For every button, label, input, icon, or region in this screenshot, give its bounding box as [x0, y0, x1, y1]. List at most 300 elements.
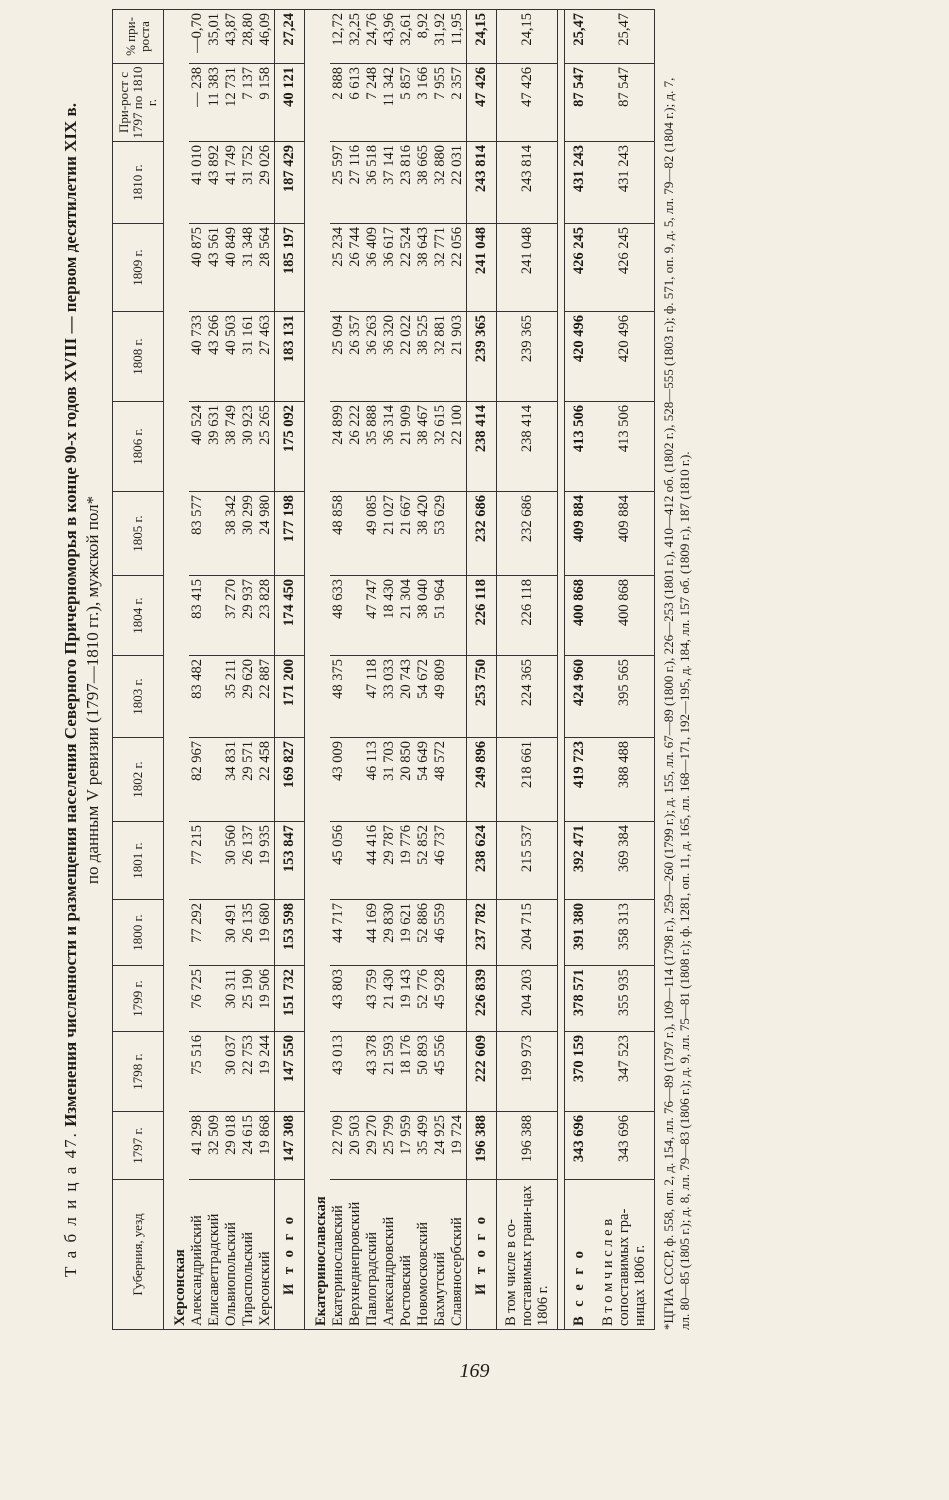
uezd-row: [432, 10, 449, 1330]
table-cell: 24 899: [330, 402, 347, 492]
table-cell: 38 040: [415, 576, 432, 656]
table-cell: 19 776: [398, 822, 415, 900]
table-cell: 204 203: [497, 966, 558, 1032]
table-cell: 26 222: [347, 402, 364, 492]
table-cell: 22 709: [330, 1112, 347, 1180]
table-cell: 25,47: [565, 10, 595, 64]
table-cell: [449, 656, 467, 738]
table-cell: 32 615: [432, 402, 449, 492]
table-cell: 253 750: [467, 656, 497, 738]
table-cell: 22 887: [257, 656, 275, 738]
table-cell: 83 415: [189, 576, 206, 656]
table-cell: 46 559: [432, 900, 449, 966]
table-cell: [347, 822, 364, 900]
table-cell: 29 571: [240, 738, 257, 822]
included-row: [497, 10, 558, 1330]
table-cell: 25 597: [330, 142, 347, 224]
table-cell: [206, 1032, 223, 1112]
table-cell: 32,61: [398, 10, 415, 64]
row-label: Тираспольский: [240, 1180, 257, 1330]
table-cell: 25 234: [330, 224, 347, 312]
table-cell: [347, 656, 364, 738]
column-header: 1801 г.: [113, 822, 164, 900]
table-cell: 39 631: [206, 402, 223, 492]
row-label: Новомосковский: [415, 1180, 432, 1330]
table-cell: 29 270: [364, 1112, 381, 1180]
table-cell: 19 680: [257, 900, 275, 966]
table-cell: [206, 966, 223, 1032]
row-label: Екатеринославский: [330, 1180, 347, 1330]
table-cell: 19 506: [257, 966, 275, 1032]
table-cell: [449, 1032, 467, 1112]
table-cell: 7 248: [364, 64, 381, 142]
table-cell: 7 955: [432, 64, 449, 142]
table-cell: 35 499: [415, 1112, 432, 1180]
table-cell: 2 357: [449, 64, 467, 142]
table-cell: 35 888: [364, 402, 381, 492]
column-header: 1803 г.: [113, 656, 164, 738]
table-cell: 420 496: [594, 312, 655, 402]
table-cell: 185 197: [275, 224, 305, 312]
table-cell: 43 009: [330, 738, 347, 822]
table-cell: 44 169: [364, 900, 381, 966]
table-cell: 218 661: [497, 738, 558, 822]
table-cell: 47 426: [497, 64, 558, 142]
table-cell: 226 839: [467, 966, 497, 1032]
population-table: [112, 9, 655, 1330]
table-cell: —0,70: [189, 10, 206, 64]
table-cell: 370 159: [565, 1032, 595, 1112]
table-cell: 378 571: [565, 966, 595, 1032]
column-header: 1810 г.: [113, 142, 164, 224]
table-cell: 31 752: [240, 142, 257, 224]
governorate-row: [305, 10, 331, 1330]
table-cell: 22 031: [449, 142, 467, 224]
table-cell: 25,47: [594, 10, 655, 64]
table-cell: 174 450: [275, 576, 305, 656]
table-cell: 22 753: [240, 1032, 257, 1112]
table-cell: 36 409: [364, 224, 381, 312]
column-header: 1799 г.: [113, 966, 164, 1032]
table-cell: 29 787: [381, 822, 398, 900]
table-cell: 43 266: [206, 312, 223, 402]
table-cell: 31 348: [240, 224, 257, 312]
table-cell: 31 161: [240, 312, 257, 402]
table-cell: 24,15: [497, 10, 558, 64]
table-cell: 47 747: [364, 576, 381, 656]
table-cell: 30 311: [223, 966, 240, 1032]
table-cell: 153 847: [275, 822, 305, 900]
table-cell: [449, 966, 467, 1032]
table-cell: 40 121: [275, 64, 305, 142]
table-cell: 22 100: [449, 402, 467, 492]
table-cell: 30 037: [223, 1032, 240, 1112]
table-cell: [347, 1032, 364, 1112]
row-label: Бахмутский: [432, 1180, 449, 1330]
footnote: *ЦГИА СССР, ф. 558, оп. 2, д. 154, лл. 76—89 (1797 г.), 109—114 (1798 г.), 259—260 (1799 г.); д. 155, лл. 67—89 (1800 г.), 226—253 (1801 г.), 410—412 об. (1802 г.), 528—555 (1803 г.); ф. 571, оп. 9, д. 5, лл. 79—82 (1804 г.); д. 7, лл. 80—85 (1805 г.); д. 8, лл. 79—83 (1806 г.); д. 9, лл. 75—81 (1808 г.); ф. 1281, оп. 11, д. 165, лл. 168—171, 192—195, д. 184, лл. 157 об. (1809 г.), 187 (1810 г.).: [661, 77, 692, 1330]
table-subtitle: по данным V ревизии (1797—1810 гг.), мужской пол*: [83, 495, 102, 885]
table-cell: 19 621: [398, 900, 415, 966]
row-label: В т о м ч и с л е в сопоставимых гра-ницах 1806 г.: [594, 1180, 655, 1330]
table-cell: 36 518: [364, 142, 381, 224]
table-cell: 11 383: [206, 64, 223, 142]
column-header: При-рост с 1797 по 1810 г.: [113, 64, 164, 142]
uezd-row: [257, 10, 275, 1330]
table-cell: 392 471: [565, 822, 595, 900]
table-cell: 31,92: [432, 10, 449, 64]
table-cell: 153 598: [275, 900, 305, 966]
row-label: Верхнеднепровский: [347, 1180, 364, 1330]
table-cell: 48 375: [330, 656, 347, 738]
rotated-page-content: [60, 13, 890, 1330]
uezd-row: [240, 10, 257, 1330]
table-cell: 45 928: [432, 966, 449, 1032]
table-cell: 426 245: [594, 224, 655, 312]
table-cell: [347, 576, 364, 656]
table-cell: 12,72: [330, 10, 347, 64]
table-cell: 199 973: [497, 1032, 558, 1112]
table-cell: 20 850: [398, 738, 415, 822]
table-cell: 238 624: [467, 822, 497, 900]
column-header: % при-роста: [113, 10, 164, 64]
uezd-row: [415, 10, 432, 1330]
table-cell: 24,15: [467, 10, 497, 64]
table-cell: 347 523: [594, 1032, 655, 1112]
table-cell: 238 414: [467, 402, 497, 492]
uezd-row: [364, 10, 381, 1330]
table-cell: 238 414: [497, 402, 558, 492]
table-cell: [206, 576, 223, 656]
table-cell: 40 875: [189, 224, 206, 312]
table-cell: 22 022: [398, 312, 415, 402]
table-cell: [449, 576, 467, 656]
table-cell: 391 380: [565, 900, 595, 966]
table-title-text: Изменения численности и размещения населения Северного Причерноморья в конце 90-х годов XVIII — первом десятилетии XIX в.: [61, 103, 80, 1127]
column-header: 1808 г.: [113, 312, 164, 402]
table-cell: 19 935: [257, 822, 275, 900]
table-cell: 26 744: [347, 224, 364, 312]
table-cell: 36 263: [364, 312, 381, 402]
table-cell: 224 365: [497, 656, 558, 738]
table-cell: 8,92: [415, 10, 432, 64]
table-cell: — 238: [189, 64, 206, 142]
row-label: Херсонский: [257, 1180, 275, 1330]
table-cell: [206, 492, 223, 576]
table-cell: 196 388: [467, 1112, 497, 1180]
table-cell: 237 782: [467, 900, 497, 966]
table-cell: 6 613: [347, 64, 364, 142]
table-cell: 12 731: [223, 64, 240, 142]
table-cell: 7 137: [240, 64, 257, 142]
table-cell: [206, 822, 223, 900]
table-cell: 45 556: [432, 1032, 449, 1112]
table-cell: 3 166: [415, 64, 432, 142]
table-cell: 426 245: [565, 224, 595, 312]
governorate-row: [164, 10, 190, 1330]
grand-included-row: [594, 10, 655, 1330]
table-cell: 28,80: [240, 10, 257, 64]
table-cell: 52 852: [415, 822, 432, 900]
table-cell: 20 503: [347, 1112, 364, 1180]
row-label: Александрийский: [189, 1180, 206, 1330]
table-cell: 33 033: [381, 656, 398, 738]
table-cell: 243 814: [467, 142, 497, 224]
table-cell: 51 964: [432, 576, 449, 656]
table-cell: 395 565: [594, 656, 655, 738]
table-cell: 46 113: [364, 738, 381, 822]
page-number: 169: [459, 1360, 490, 1382]
table-cell: 239 365: [467, 312, 497, 402]
table-cell: 151 732: [275, 966, 305, 1032]
table-cell: 77 215: [189, 822, 206, 900]
table-cell: 27,24: [275, 10, 305, 64]
table-cell: 44 717: [330, 900, 347, 966]
table-cell: [347, 966, 364, 1032]
table-cell: 77 292: [189, 900, 206, 966]
table-cell: 24 980: [257, 492, 275, 576]
row-label: Павлоградский: [364, 1180, 381, 1330]
table-cell: 38 643: [415, 224, 432, 312]
total-row: [275, 10, 305, 1330]
table-cell: 388 488: [594, 738, 655, 822]
column-header: 1806 г.: [113, 402, 164, 492]
governorate-name: Екатеринославская: [305, 10, 331, 1330]
table-cell: 50 893: [415, 1032, 432, 1112]
table-cell: [347, 900, 364, 966]
table-cell: 38 342: [223, 492, 240, 576]
table-cell: 18 430: [381, 576, 398, 656]
table-cell: 43 561: [206, 224, 223, 312]
uezd-row: [398, 10, 415, 1330]
table-cell: 32 509: [206, 1112, 223, 1180]
table-cell: [449, 492, 467, 576]
table-cell: 147 308: [275, 1112, 305, 1180]
table-cell: 47 426: [467, 64, 497, 142]
table-cell: 30 299: [240, 492, 257, 576]
table-cell: 147 550: [275, 1032, 305, 1112]
header-row: [113, 10, 164, 1330]
table-cell: 226 118: [467, 576, 497, 656]
table-cell: 249 896: [467, 738, 497, 822]
table-cell: 76 725: [189, 966, 206, 1032]
table-cell: 183 131: [275, 312, 305, 402]
table-cell: 54 672: [415, 656, 432, 738]
table-cell: 52 776: [415, 966, 432, 1032]
table-cell: 19 868: [257, 1112, 275, 1180]
table-cell: 26 135: [240, 900, 257, 966]
table-cell: 420 496: [565, 312, 595, 402]
table-cell: 400 868: [594, 576, 655, 656]
table-cell: 11 342: [381, 64, 398, 142]
table-cell: 30 923: [240, 402, 257, 492]
table-cell: [206, 656, 223, 738]
column-header: 1809 г.: [113, 224, 164, 312]
table-cell: 431 243: [565, 142, 595, 224]
table-cell: 239 365: [497, 312, 558, 402]
table-cell: 52 886: [415, 900, 432, 966]
table-cell: 25 799: [381, 1112, 398, 1180]
table-cell: 29 937: [240, 576, 257, 656]
table-cell: 41 749: [223, 142, 240, 224]
table-cell: 27 463: [257, 312, 275, 402]
table-cell: 29 620: [240, 656, 257, 738]
table-cell: 38 749: [223, 402, 240, 492]
table-cell: 11,95: [449, 10, 467, 64]
table-cell: 21 593: [381, 1032, 398, 1112]
table-cell: 171 200: [275, 656, 305, 738]
table-cell: 83 577: [189, 492, 206, 576]
table-cell: 21 027: [381, 492, 398, 576]
table-cell: 2 888: [330, 64, 347, 142]
table-cell: 75 516: [189, 1032, 206, 1112]
grand-total-row: [565, 10, 595, 1330]
table-cell: 32 881: [432, 312, 449, 402]
column-header: 1798 г.: [113, 1032, 164, 1112]
table-cell: 343 696: [594, 1112, 655, 1180]
column-header: Губерния, уезд: [113, 1180, 164, 1330]
table-cell: [449, 900, 467, 966]
table-cell: 24 925: [432, 1112, 449, 1180]
table-cell: 21 430: [381, 966, 398, 1032]
table-cell: 409 884: [594, 492, 655, 576]
table-cell: 30 491: [223, 900, 240, 966]
table-cell: 25 190: [240, 966, 257, 1032]
table-cell: 83 482: [189, 656, 206, 738]
table-cell: 19 244: [257, 1032, 275, 1112]
table-cell: 40 503: [223, 312, 240, 402]
table-cell: 22 056: [449, 224, 467, 312]
table-cell: [206, 738, 223, 822]
table-cell: 187 429: [275, 142, 305, 224]
table-cell: 43 378: [364, 1032, 381, 1112]
table-cell: 38 665: [415, 142, 432, 224]
table-cell: [347, 492, 364, 576]
row-label: И т о г о: [467, 1180, 497, 1330]
uezd-row: [381, 10, 398, 1330]
table-title: [60, 50, 82, 1330]
table-cell: 45 056: [330, 822, 347, 900]
table-cell: 36 314: [381, 402, 398, 492]
table-cell: 413 506: [594, 402, 655, 492]
column-header: 1802 г.: [113, 738, 164, 822]
row-label: В с е г о: [565, 1180, 595, 1330]
table-cell: 46 737: [432, 822, 449, 900]
table-cell: 32,25: [347, 10, 364, 64]
table-cell: 40 733: [189, 312, 206, 402]
table-cell: 226 118: [497, 576, 558, 656]
table-cell: 48 572: [432, 738, 449, 822]
table-cell: 36 617: [381, 224, 398, 312]
table-cell: 35,01: [206, 10, 223, 64]
table-cell: 30 560: [223, 822, 240, 900]
table-cell: 23 816: [398, 142, 415, 224]
table-cell: 53 629: [432, 492, 449, 576]
table-cell: 343 696: [565, 1112, 595, 1180]
table-cell: 43 759: [364, 966, 381, 1032]
table-cell: 28 564: [257, 224, 275, 312]
table-cell: 41 010: [189, 142, 206, 224]
table-cell: 169 827: [275, 738, 305, 822]
table-cell: 25 094: [330, 312, 347, 402]
table-cell: 19 724: [449, 1112, 467, 1180]
row-label: Славяносербский: [449, 1180, 467, 1330]
table-cell: 355 935: [594, 966, 655, 1032]
table-cell: 87 547: [594, 64, 655, 142]
table-cell: 38 525: [415, 312, 432, 402]
table-cell: 49 085: [364, 492, 381, 576]
table-cell: 43 892: [206, 142, 223, 224]
uezd-row: [189, 10, 206, 1330]
table-cell: 44 416: [364, 822, 381, 900]
table-cell: 419 723: [565, 738, 595, 822]
table-cell: 424 960: [565, 656, 595, 738]
table-cell: 26 357: [347, 312, 364, 402]
table-label: Т а б л и ц а 47.: [61, 1131, 80, 1277]
table-cell: 25 265: [257, 402, 275, 492]
table-cell: 26 137: [240, 822, 257, 900]
table-cell: 37 270: [223, 576, 240, 656]
governorate-name: Херсонская: [164, 10, 190, 1330]
table-cell: 23 828: [257, 576, 275, 656]
table-cell: 40 524: [189, 402, 206, 492]
row-label: Елисаветградский: [206, 1180, 223, 1330]
table-cell: 21 667: [398, 492, 415, 576]
column-header: 1805 г.: [113, 492, 164, 576]
table-cell: 32 880: [432, 142, 449, 224]
table-cell: 22 458: [257, 738, 275, 822]
table-body: [164, 10, 655, 1330]
table-cell: 43 803: [330, 966, 347, 1032]
table-cell: 21 304: [398, 576, 415, 656]
table-cell: 24,76: [364, 10, 381, 64]
table-cell: 29 830: [381, 900, 398, 966]
total-row: [467, 10, 497, 1330]
table-cell: 409 884: [565, 492, 595, 576]
table-cell: 43,96: [381, 10, 398, 64]
table-cell: 38 467: [415, 402, 432, 492]
table-cell: 22 524: [398, 224, 415, 312]
uezd-row: [223, 10, 240, 1330]
table-cell: 232 686: [497, 492, 558, 576]
uezd-row: [206, 10, 223, 1330]
table-cell: 47 118: [364, 656, 381, 738]
table-cell: 215 537: [497, 822, 558, 900]
table-cell: 431 243: [594, 142, 655, 224]
table-cell: 9 158: [257, 64, 275, 142]
table-cell: [206, 900, 223, 966]
row-label: Александровский: [381, 1180, 398, 1330]
table-cell: 27 116: [347, 142, 364, 224]
table-cell: 177 198: [275, 492, 305, 576]
row-label: Ольвиопольский: [223, 1180, 240, 1330]
table-cell: 24 615: [240, 1112, 257, 1180]
table-cell: 46,09: [257, 10, 275, 64]
column-header: 1797 г.: [113, 1112, 164, 1180]
table-cell: 243 814: [497, 142, 558, 224]
table-cell: [449, 738, 467, 822]
column-header: 1804 г.: [113, 576, 164, 656]
table-cell: 29 018: [223, 1112, 240, 1180]
table-cell: 20 743: [398, 656, 415, 738]
table-cell: 34 831: [223, 738, 240, 822]
table-cell: 232 686: [467, 492, 497, 576]
table-cell: 29 026: [257, 142, 275, 224]
table-cell: 32 771: [432, 224, 449, 312]
table-cell: [449, 822, 467, 900]
table-cell: 19 143: [398, 966, 415, 1032]
table-cell: 175 092: [275, 402, 305, 492]
table-cell: 37 141: [381, 142, 398, 224]
